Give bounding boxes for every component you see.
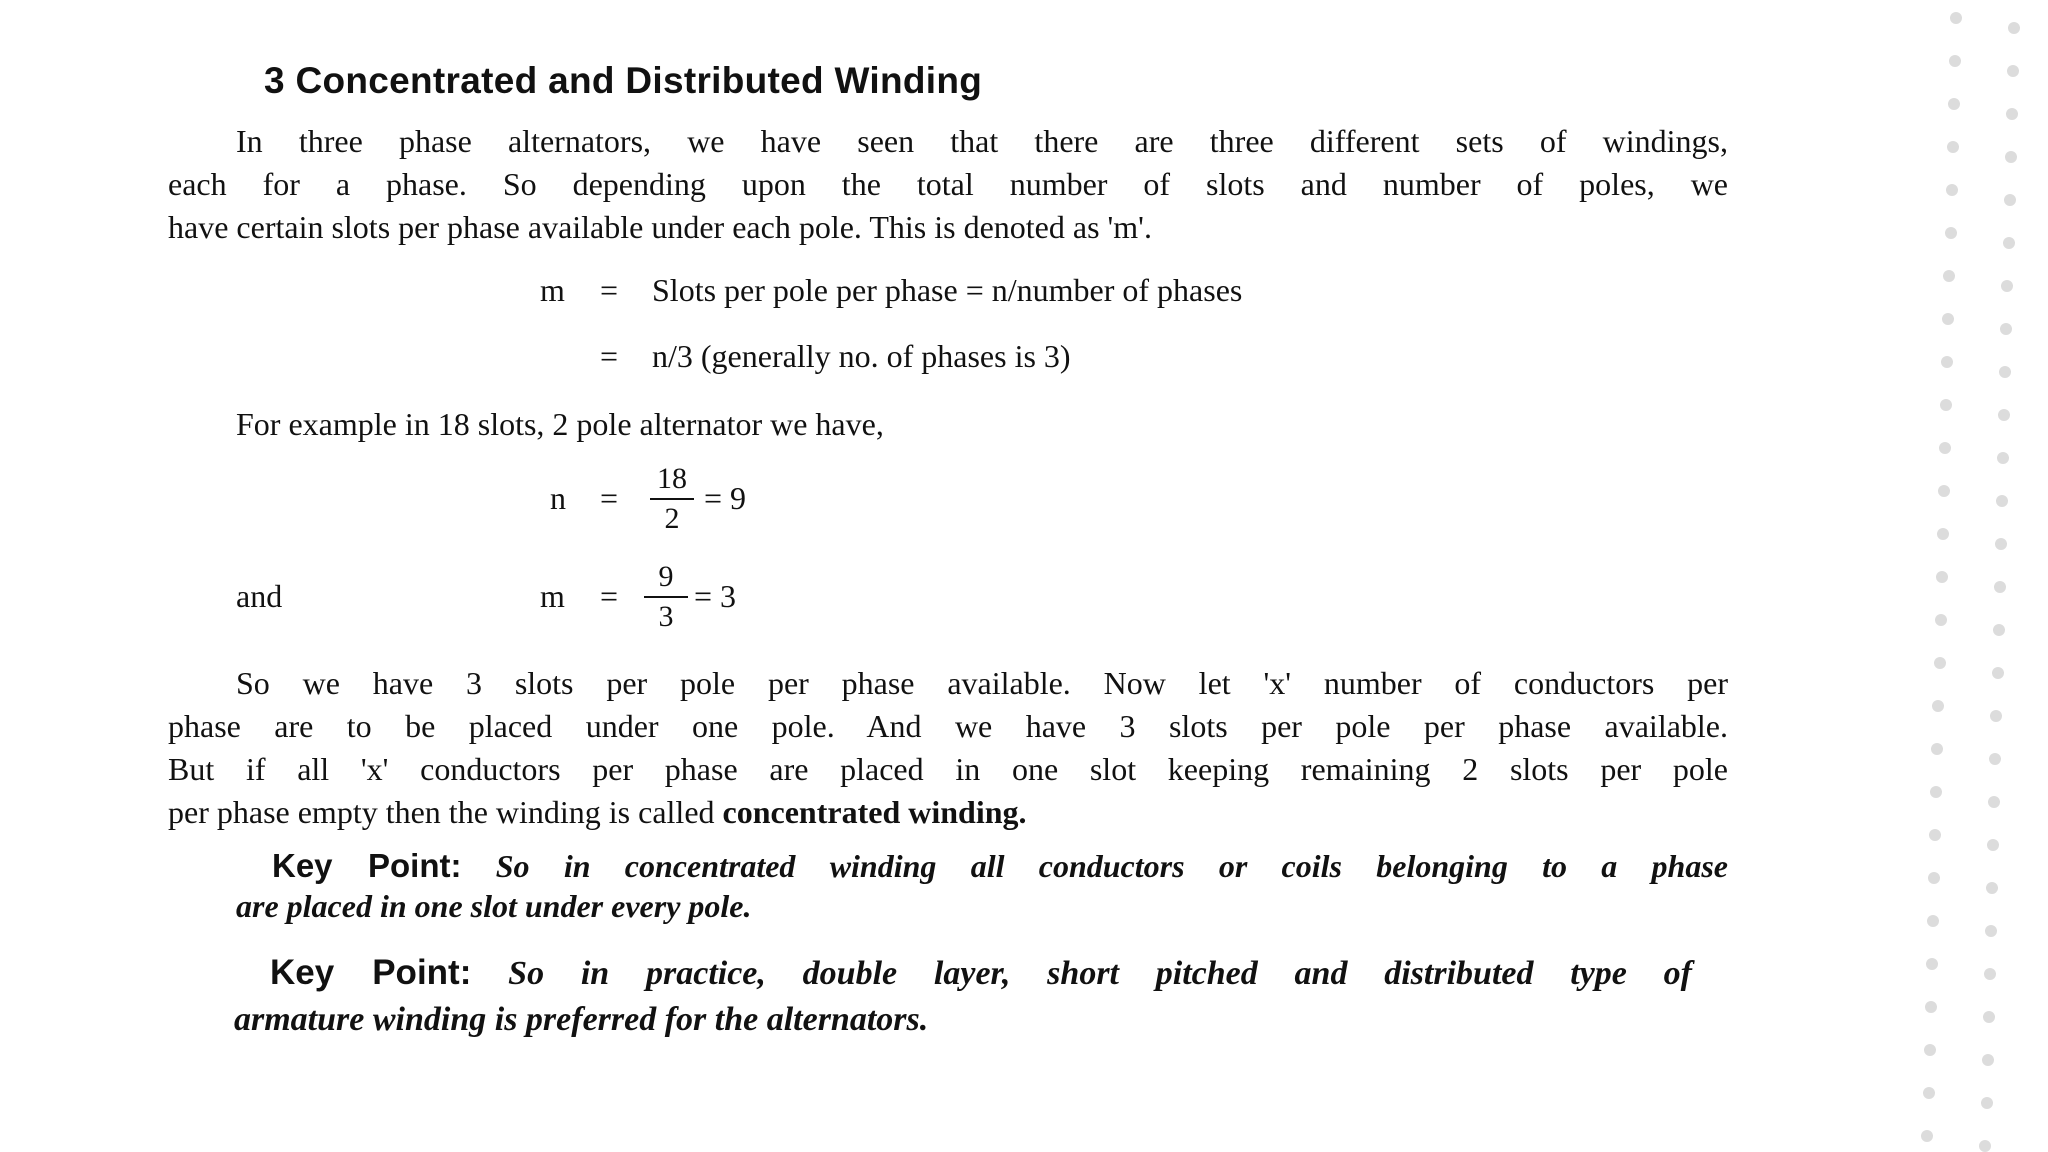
decorative-dot <box>1930 786 1942 798</box>
key-point-1-text: So in concentrated winding all conductors or coils belonging to a phase <box>495 848 1729 884</box>
eq4-fraction <box>644 560 688 634</box>
decorative-dot <box>1947 141 1959 153</box>
eq4-prefix: and <box>236 578 283 614</box>
decorative-dot <box>2004 194 2016 206</box>
key-point-2-text: So in practice, double layer, short pitched and distributed type of <box>508 955 1693 992</box>
decorative-dot <box>1928 872 1940 884</box>
decorative-dot <box>1927 915 1939 927</box>
decorative-dot <box>1983 1011 1995 1023</box>
decorative-dot <box>1979 1140 1991 1152</box>
eq4-lhs: m <box>540 578 565 614</box>
key-point-1-line <box>236 846 1728 886</box>
eq2-equals: = <box>600 338 619 374</box>
concentrated-winding-term: concentrated winding. <box>722 794 1027 830</box>
para2-line: So we have 3 slots per pole per phase available. Now let 'x' number of conductors per <box>236 665 1728 701</box>
decorative-dot <box>1999 366 2011 378</box>
intro-paragraph <box>168 120 1728 249</box>
eq3-numerator: 18 <box>657 462 687 495</box>
decorative-dot <box>1946 184 1958 196</box>
decorative-dot <box>1994 581 2006 593</box>
decorative-dot <box>1986 882 1998 894</box>
decorative-dot <box>1934 657 1946 669</box>
key-point-label: Key Point: <box>270 953 472 992</box>
key-point-label: Key Point: <box>272 847 462 884</box>
example-paragraph <box>168 403 1728 446</box>
decorative-dot <box>1992 667 2004 679</box>
decorative-dot <box>1941 356 1953 368</box>
concentrated-paragraph <box>168 662 1728 834</box>
decorative-dot <box>1990 710 2002 722</box>
decorative-dot <box>1924 1044 1936 1056</box>
decorative-dot <box>2007 65 2019 77</box>
fraction-bar <box>644 596 688 598</box>
decorative-dot <box>1950 12 1962 24</box>
para2-text: per phase empty then the winding is called <box>168 794 715 830</box>
intro-line: In three phase alternators, we have seen that there are three different sets of windings, <box>236 123 1728 159</box>
eq3-lhs: n <box>550 480 566 516</box>
eq3-result: = 9 <box>704 480 747 516</box>
decorative-dot <box>1939 442 1951 454</box>
eq2-rhs: n/3 (generally no. of phases is 3) <box>652 338 1071 374</box>
decorative-dot <box>1926 958 1938 970</box>
decorative-dot <box>1948 98 1960 110</box>
eq3-fraction <box>650 462 694 536</box>
example-line: For example in 18 slots, 2 pole alternator we have, <box>236 406 884 442</box>
decorative-dot <box>1923 1087 1935 1099</box>
decorative-dot <box>2008 22 2020 34</box>
decorative-dot <box>1932 700 1944 712</box>
eq1-lhs: m <box>540 272 565 308</box>
decorative-dot <box>1985 925 1997 937</box>
decorative-dot <box>1921 1130 1933 1142</box>
decorative-dot <box>1981 1097 1993 1109</box>
intro-line: have certain slots per phase available under each pole. This is denoted as 'm'. <box>168 209 1152 245</box>
decorative-dot <box>1995 538 2007 550</box>
eq1-rhs: Slots per pole per phase = n/number of phases <box>652 272 1243 308</box>
eq4-result: = 3 <box>694 578 737 614</box>
decorative-dot <box>1993 624 2005 636</box>
decorative-dot <box>2000 323 2012 335</box>
decorative-dot <box>1998 409 2010 421</box>
decorative-dot <box>1996 495 2008 507</box>
key-point-2-line <box>234 950 1692 997</box>
key-point-1 <box>236 846 1728 926</box>
decorative-dot <box>1943 270 1955 282</box>
eq4-numerator: 9 <box>658 560 674 593</box>
decorative-dot <box>1938 485 1950 497</box>
decorative-dot <box>1984 968 1996 980</box>
decorative-dot <box>1936 571 1948 583</box>
eq4-equals: = <box>600 578 619 614</box>
decorative-dot <box>1929 829 1941 841</box>
decorative-dot <box>2003 237 2015 249</box>
decorative-dot <box>1931 743 1943 755</box>
decorative-dot <box>2005 151 2017 163</box>
eq4-denominator: 3 <box>658 600 674 633</box>
decorative-dot <box>1942 313 1954 325</box>
intro-line: each for a phase. So depending upon the total number of slots and number of poles, we <box>168 166 1728 202</box>
eq3-equals: = <box>600 480 619 516</box>
decorative-dot-border <box>1868 0 2048 1152</box>
para2-line: But if all 'x' conductors per phase are placed in one slot keeping remaining 2 slots per pole <box>168 751 1728 787</box>
decorative-dot <box>1949 55 1961 67</box>
decorative-dot <box>1940 399 1952 411</box>
eq3-denominator: 2 <box>664 502 680 535</box>
decorative-dot <box>2001 280 2013 292</box>
para2-line <box>168 791 1728 834</box>
para2-line: phase are to be placed under one pole. And we have 3 slots per pole per phase available. <box>168 708 1728 744</box>
decorative-dot <box>1925 1001 1937 1013</box>
eq1-equals: = <box>600 272 619 308</box>
key-point-2 <box>234 950 1692 1043</box>
decorative-dot <box>1945 227 1957 239</box>
decorative-dot <box>2006 108 2018 120</box>
decorative-dot <box>1989 753 2001 765</box>
key-point-1-text-2: are placed in one slot under every pole. <box>236 888 752 924</box>
decorative-dot <box>1935 614 1947 626</box>
key-point-2-text-2: armature winding is preferred for the alternators. <box>234 1001 929 1038</box>
decorative-dot <box>1982 1054 1994 1066</box>
decorative-dot <box>1987 839 1999 851</box>
decorative-dot <box>1937 528 1949 540</box>
decorative-dot <box>1997 452 2009 464</box>
decorative-dot <box>1988 796 2000 808</box>
section-heading: 3 Concentrated and Distributed Winding <box>264 60 983 101</box>
fraction-bar <box>650 498 694 500</box>
